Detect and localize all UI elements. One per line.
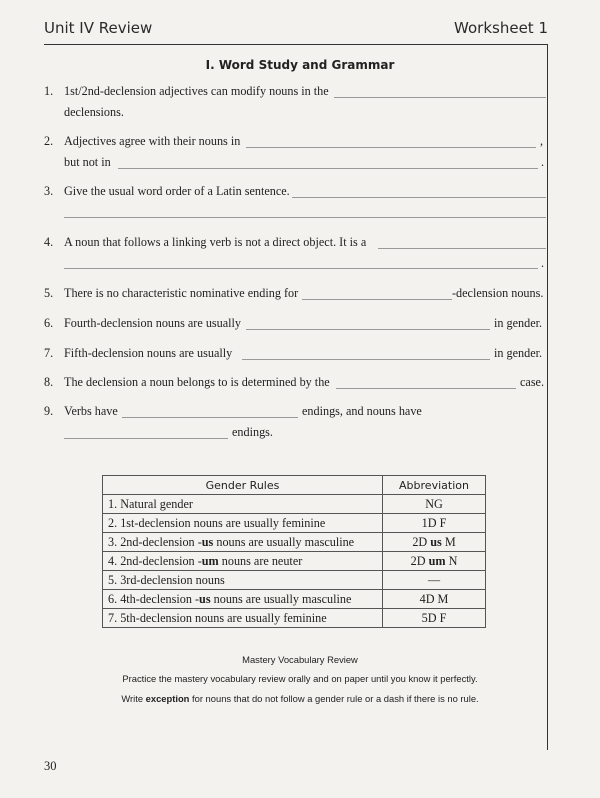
gender-rule-cell [103, 552, 383, 571]
question-number: 4. [44, 235, 54, 249]
abbreviation-cell [383, 571, 486, 590]
rule-text: 5. 3rd-declension nouns [108, 572, 225, 587]
question-text: Fourth-declension nouns are usually [64, 316, 242, 330]
question-text-after: in gender. [494, 316, 543, 330]
question-text-after: case. [520, 375, 545, 389]
question-text: Fifth-declension nouns are usually [64, 346, 233, 360]
comma: , [540, 134, 544, 148]
gender-rules-header: Gender Rules [103, 476, 383, 495]
answer-blank[interactable] [64, 438, 228, 439]
rule-text: us [199, 591, 211, 606]
table-row [103, 571, 486, 590]
abbreviation-text: um [428, 553, 446, 568]
rule-text: 6. 4th-declension - [108, 591, 200, 606]
answer-blank[interactable] [246, 329, 490, 330]
abbreviation-cell [383, 514, 486, 533]
abbreviation-cell [383, 533, 486, 552]
abbreviation-cell [383, 552, 486, 571]
gender-rule-cell [103, 514, 383, 533]
abbreviation-text: M [441, 534, 456, 549]
unit-title: Unit IV Review [44, 19, 153, 37]
rule-text: 3. 2nd-declension - [108, 534, 202, 549]
rule-text: um [201, 553, 219, 568]
page-number: 30 [44, 759, 57, 773]
rule-text: nouns are usually masculine [213, 534, 355, 549]
question-number: 8. [44, 375, 54, 389]
abbreviation-text: NG [425, 496, 443, 511]
answer-blank[interactable] [334, 97, 546, 98]
question-number: 3. [44, 184, 54, 198]
table-row [103, 590, 486, 609]
abbreviation-cell [383, 609, 486, 628]
abbreviation-text: 5D F [421, 610, 447, 625]
answer-blank[interactable] [122, 417, 298, 418]
gender-rule-cell [103, 571, 383, 590]
answer-blank[interactable] [336, 388, 516, 389]
mastery-title: Mastery Vocabulary Review [242, 654, 358, 665]
table-header-row [103, 476, 486, 495]
instruction-text: Write [121, 693, 146, 704]
question-text-continued: declensions. [64, 105, 124, 119]
question-number: 2. [44, 134, 54, 148]
answer-blank[interactable] [292, 197, 546, 198]
rule-text: 7. 5th-declension nouns are usually feminine [108, 610, 327, 625]
table-row [103, 609, 486, 628]
table-row [103, 533, 486, 552]
question-text: The declension a noun belongs to is determined by the [64, 375, 330, 389]
instruction-text: for nouns that do not follow a gender rule or a dash if there is no rule. [189, 693, 479, 704]
rule-text: 2. 1st-declension nouns are usually feminine [108, 515, 326, 530]
rule-text: nouns are neuter [218, 553, 303, 568]
abbreviation-header: Abbreviation [383, 476, 486, 495]
abbreviation-text: us [430, 534, 442, 549]
rule-text: 4. 2nd-declension - [108, 553, 202, 568]
table-row [103, 552, 486, 571]
question-text-continued: but not in [64, 155, 111, 169]
mastery-instruction-1: Practice the mastery vocabulary review orally and on paper until you know it perfectly. [122, 673, 478, 684]
question-number: 1. [44, 84, 54, 98]
question-text-after: -declension nouns. [452, 286, 544, 300]
answer-blank[interactable] [118, 168, 538, 169]
question-text: Adjectives agree with their nouns in [64, 134, 241, 148]
answer-blank[interactable] [64, 268, 538, 269]
abbreviation-text: 1D F [421, 515, 447, 530]
period: . [541, 155, 545, 169]
abbreviation-cell [383, 590, 486, 609]
gender-rule-cell [103, 609, 383, 628]
instruction-bold-word: exception [145, 693, 190, 704]
answer-blank[interactable] [246, 147, 536, 148]
page-header [44, 14, 548, 45]
question-number: 9. [44, 404, 54, 418]
answer-blank[interactable] [242, 359, 490, 360]
mastery-instruction-2 [0, 693, 600, 704]
gender-rule-cell [103, 495, 383, 514]
question-number: 5. [44, 286, 54, 300]
table-row [103, 495, 486, 514]
abbreviation-text: 2D [412, 534, 431, 549]
question-text: Verbs have [64, 404, 118, 418]
question-text: 1st/2nd-declension adjectives can modify nouns in the [64, 84, 329, 98]
abbreviation-text: N [445, 553, 458, 568]
rule-text: us [201, 534, 214, 549]
gender-rule-cell [103, 533, 383, 552]
gender-rules-body [103, 495, 486, 628]
question-text: There is no characteristic nominative ending for [64, 286, 299, 300]
rule-text: 1. Natural gender [108, 496, 193, 511]
answer-blank[interactable] [302, 299, 452, 300]
section-title: I. Word Study and Grammar [205, 58, 395, 72]
answer-blank[interactable] [64, 217, 546, 218]
question-text: Give the usual word order of a Latin sentence. [64, 184, 290, 198]
question-text-after: in gender. [494, 346, 543, 360]
question-text-middle: endings, and nouns have [302, 404, 422, 418]
abbreviation-text: 4D M [419, 591, 449, 606]
rule-text: nouns are usually masculine [210, 591, 352, 606]
abbreviation-text: — [427, 572, 441, 587]
gender-rules-table [102, 475, 486, 628]
abbreviation-text: 2D [410, 553, 429, 568]
table-row [103, 514, 486, 533]
worksheet-label: Worksheet 1 [454, 19, 548, 37]
period: . [541, 256, 545, 270]
answer-blank[interactable] [378, 248, 546, 249]
question-number: 6. [44, 316, 54, 330]
abbreviation-cell [383, 495, 486, 514]
gender-rule-cell [103, 590, 383, 609]
page-border-right [547, 44, 548, 750]
question-text-after: endings. [232, 425, 273, 439]
question-number: 7. [44, 346, 54, 360]
question-text: A noun that follows a linking verb is not a direct object. It is a [64, 235, 367, 249]
